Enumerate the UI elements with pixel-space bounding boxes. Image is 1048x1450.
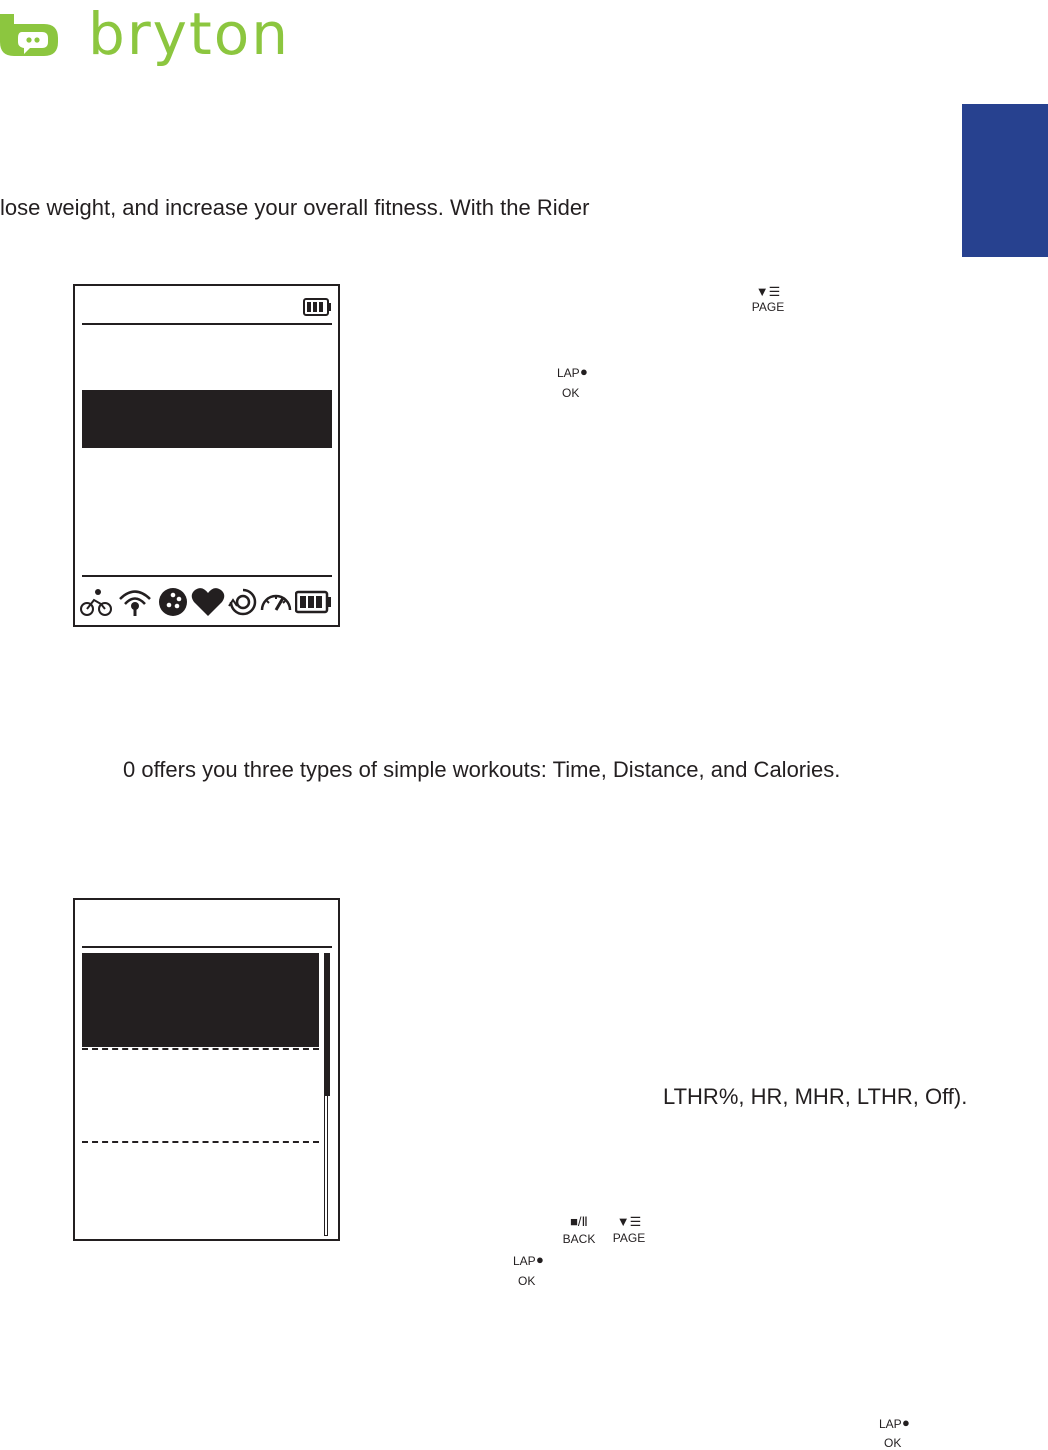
speed-sensor-icon: [227, 586, 259, 618]
speedometer-icon: [259, 586, 293, 618]
header-divider: [82, 323, 332, 325]
page-button-icon: ▼☰: [616, 1214, 642, 1229]
device-screen-main-menu: [73, 284, 340, 627]
lap-ok-button-3: [873, 1416, 917, 1448]
lap-ok-button-2: [507, 1253, 551, 1289]
list-divider-1: [82, 1048, 319, 1050]
page-button-icon: ▼☰: [755, 284, 781, 299]
selected-menu-item[interactable]: [82, 390, 332, 448]
bike-icon: [79, 586, 113, 618]
ok-label: OK: [562, 386, 580, 400]
back-button-icon: ■/Ⅱ: [570, 1214, 588, 1229]
scrollbar-thumb[interactable]: [324, 953, 330, 1096]
list-divider-2: [82, 1141, 319, 1143]
lap-dot-icon: ●: [536, 1252, 544, 1267]
body-text-line-1: lose weight, and increase your overall fitness. With the Rider: [0, 195, 590, 220]
selected-list-item[interactable]: [82, 953, 319, 1047]
page-button-label: PAGE: [751, 300, 785, 314]
chapter-tab: [962, 104, 1048, 257]
lap-label: LAP: [879, 1417, 902, 1431]
gps-signal-icon: [117, 586, 153, 618]
ok-label: OK: [518, 1274, 536, 1288]
battery-icon: [303, 297, 333, 317]
lap-dot-icon: ●: [902, 1415, 910, 1430]
back-button-label: BACK: [562, 1232, 596, 1246]
cadence-sensor-icon: [157, 586, 189, 618]
lap-label: LAP: [557, 366, 580, 380]
lap-label: LAP: [513, 1254, 536, 1268]
footer-divider: [82, 575, 332, 577]
bryton-logo-icon: [0, 10, 62, 60]
header-divider: [82, 946, 332, 948]
page-button-label: PAGE: [612, 1231, 646, 1245]
battery-full-icon: [295, 590, 333, 614]
bryton-logo: [0, 0, 300, 70]
lap-dot-icon: ●: [580, 364, 588, 379]
lap-ok-button-1: [551, 365, 595, 401]
body-text-line-3: LTHR%, HR, MHR, LTHR, Off).: [663, 1084, 968, 1109]
device-screen-workout-list: [73, 898, 340, 1241]
ok-label: OK: [884, 1436, 902, 1450]
body-text-line-2: 0 offers you three types of simple workouts: Time, Distance, and Calories.: [123, 757, 841, 782]
bryton-wordmark: bryton: [88, 0, 290, 68]
heart-rate-icon: [191, 587, 225, 617]
